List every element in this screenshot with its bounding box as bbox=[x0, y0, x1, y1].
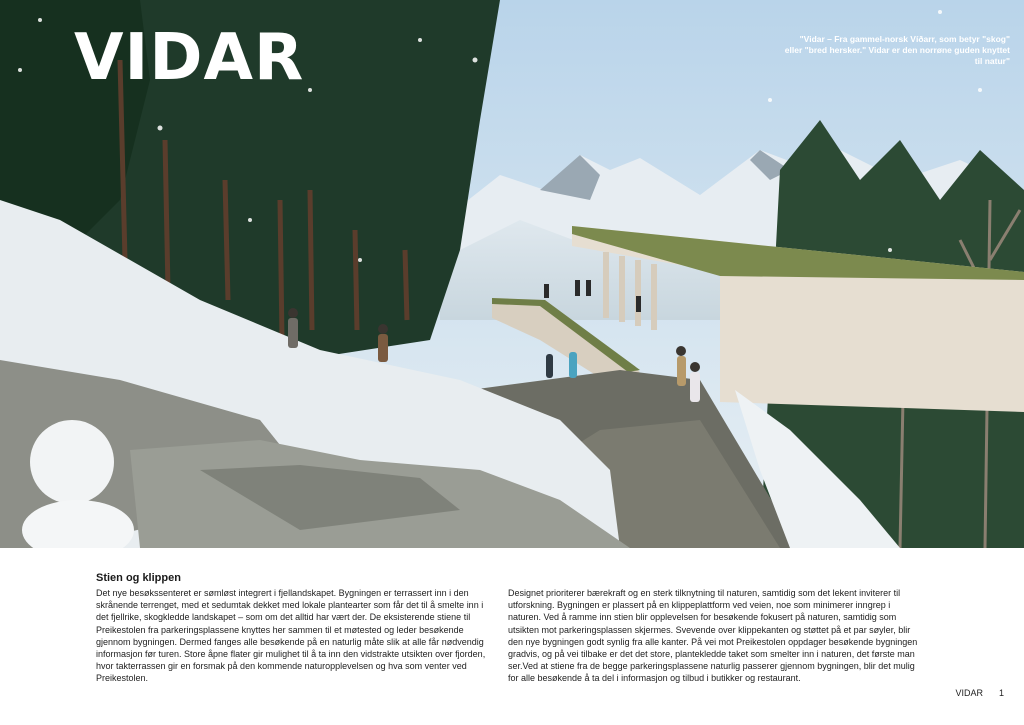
page-title: VIDAR bbox=[74, 21, 305, 95]
page-number: 1 bbox=[998, 688, 1004, 698]
snowman-head bbox=[30, 420, 114, 504]
footer-label: VIDAR bbox=[955, 688, 983, 698]
article-paragraph-left: Det nye besøkssenteret er sømløst integrert i fjellandskapet. Bygningen er terrassert inn i den skrånende terrenget, med et sedumtak dekket med lokale plantearter som får det til å smelte inn i det fjellrike, skogkledde landskapet – som om det alltid har vært der. De eksisterende stiene til Preikestolen fra parkeringsplassene knyttes her sammen til et møtested og leder besøkende gjennom bygningen. Dermed fanges alle besøkende på en naturlig måte slik at alle får nødvendig informasjon før turen. Store åpne flater gir mulighet til å ta inn den vidstrakte utsikten over fjorden, hvor takterrassen gir en forsmak på den kommende naturopplevelsen og hva som venter ved Preikestolen. bbox=[96, 588, 486, 684]
article-paragraph-right: Designet prioriterer bærekraft og en sterk tilknytning til naturen, samtidig som det lekent inviterer til utforskning. Bygningen er plassert på en klippeplattform ved veien, noe som minimerer inngrep i naturen. Ved å ramme inn stien blir opplevelsen for besøkende fokusert på naturen, samtidig som utsikten mot parkeringsplassen skjermes. Svevende over klippekanten og støttet på et par søyler, blir den nye bygningen godt synlig fra alle kanter. På vei mot Preikestolen oppdager besøkende bygningen gradvis, og på vei tilbake er det det store, plantekledde taket som smelter inn i naturen, det første man ser.Ved at stiene fra de begge parkeringsplassene naturlig passerer gjennom bygningen, blir det mulig for alle besøkende å ta del i informasjon og tilbud i butikker og restaurant. bbox=[508, 588, 918, 684]
page-footer bbox=[955, 688, 1004, 698]
article-heading: Stien og klippen bbox=[96, 572, 181, 584]
etymology-quote: "Vidar – Fra gammel-norsk Víðarr, som betyr "skog" eller "bred hersker." Vidar er den norrøne guden knyttet til natur" bbox=[784, 34, 1010, 66]
article bbox=[0, 548, 1024, 725]
